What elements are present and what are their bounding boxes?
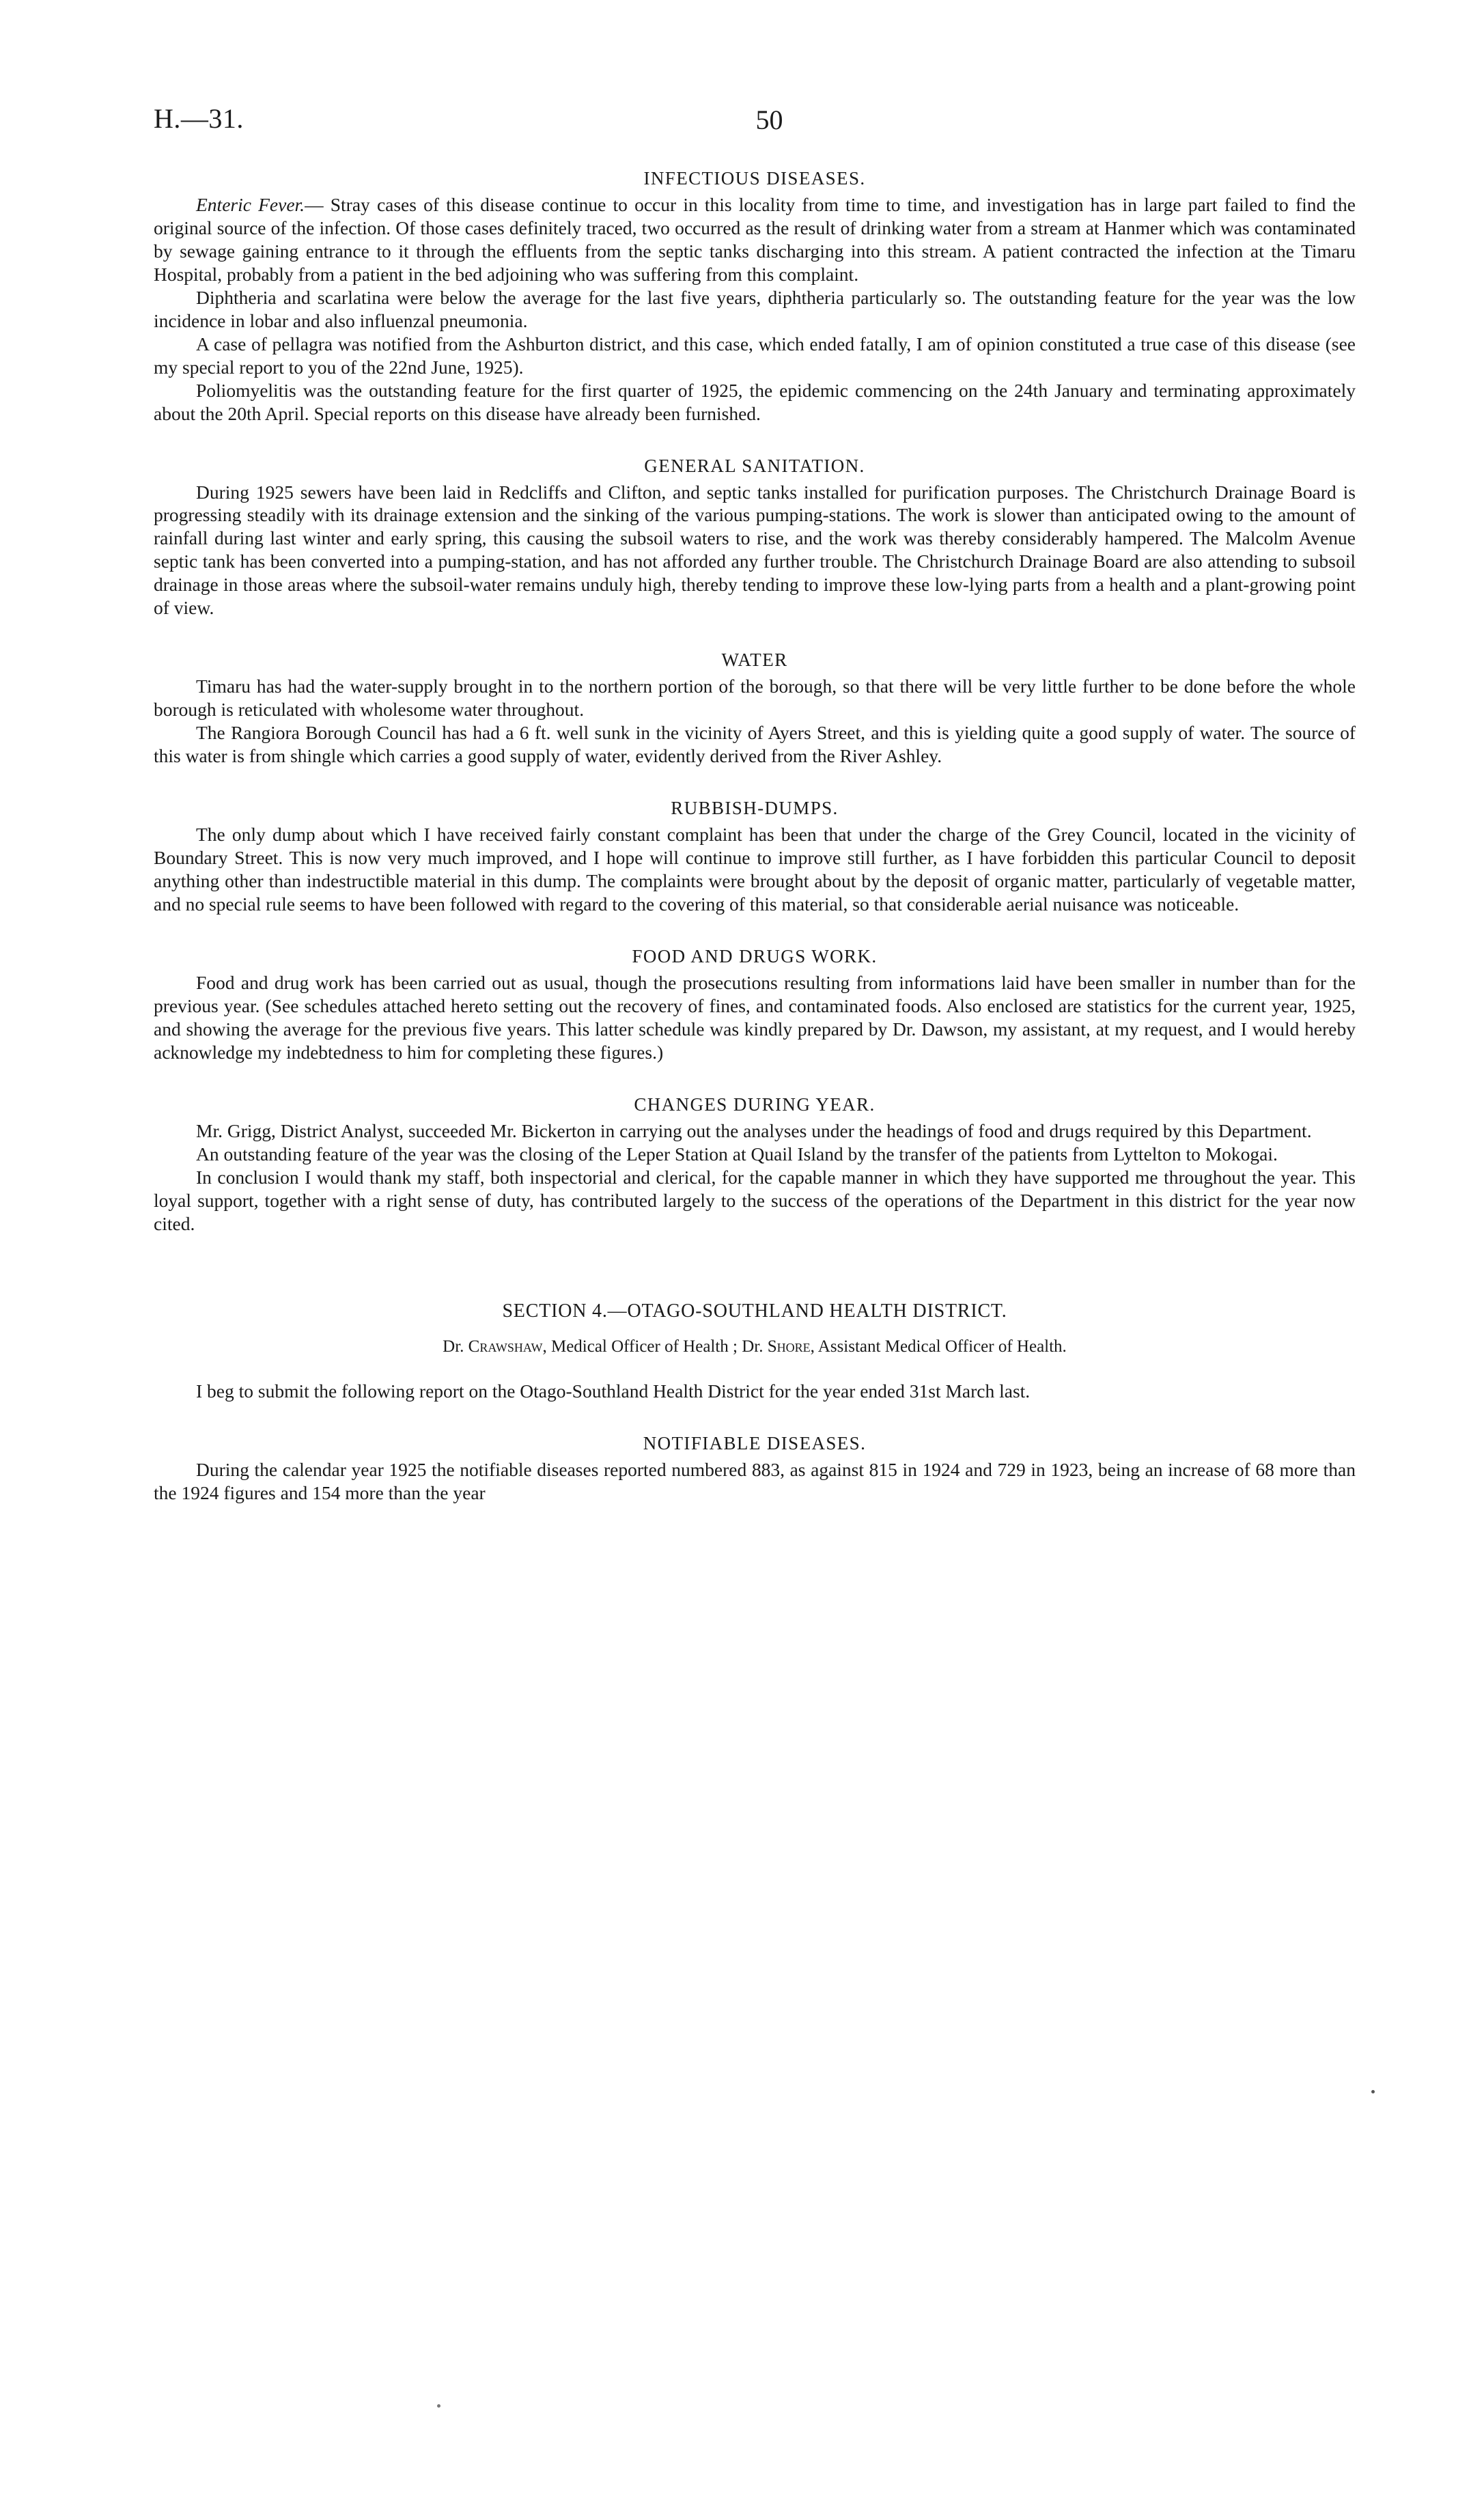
run-in-title-enteric-fever: Enteric Fever. [196, 194, 305, 215]
paragraph-water-rangiora: The Rangiora Borough Council has had a 6 ft. well sunk in the vicinity of Ayers Street, and this is yielding quite a good supply of water. The source of this water is from shingle which carries a good supply of water, evidently derived from the River Ashley. [154, 722, 1356, 767]
section4-title: SECTION 4.—OTAGO-SOUTHLAND HEALTH DISTRICT. [502, 1300, 1007, 1322]
paragraph-diphtheria: Diphtheria and scarlatina were below the average for the last five years, diphtheria particularly so. The outstanding feature for the year was the low incidence in lobar and also influenzal pneumonia. [154, 286, 1356, 331]
spacer [154, 1356, 1356, 1380]
paragraph-poliomyelitis: Poliomyelitis was the outstanding feature for the first quarter of 1925, the epidemic commencing on the 24th January and terminating approximately about the 20th April. Special reports on this disease have already been furnished. [154, 379, 1356, 424]
page-speck [1371, 2090, 1375, 2093]
paragraph-notifiable-diseases: During the calendar year 1925 the notifiable diseases reported numbered 883, as against 815 in 1924 and 729 in 1923, being an increase of 68 more than the 1924 figures and 154 more than the year [154, 1459, 1356, 1504]
paragraph-food-and-drugs-work: Food and drug work has been carried out as usual, though the prosecutions resulting from informations laid have been smaller in number than for the previous year. (See schedules attached hereto setting out the recovery of fines, and contaminated foods. Also enclosed are statistics for the current year, 1925, and showing the average for the previous five years. This latter schedule was kindly prepared by Dr. Dawson, my assistant, at my request, and I would hereby acknowledge my indebtedness to him for completing these figures.) [154, 971, 1356, 1063]
paragraph-general-sanitation: During 1925 sewers have been laid in Redcliffs and Clifton, and septic tanks installed for purification purposes. The Christchurch Drainage Board is progressing steadily with its drainage extension and the sinking of the various pumping-stations. The work is slower than anticipated owing to the amount of rainfall during last winter and early spring, this causing the subsoil waters to rise, and the work was thereby considerably hampered. The Malcolm Avenue septic tank has been converted into a pumping-station, and has not afforded any further trouble. The Christchurch Drainage Board are also attending to subsoil drainage in those areas where the subsoil-water remains unduly high, thereby tending to improve these low-lying parts from a health and a plant-growing point of view. [154, 481, 1356, 619]
heading-water: WATER [721, 650, 788, 671]
page-header [154, 102, 1358, 150]
heading-food-and-drugs-work: FOOD AND DRUGS WORK. [632, 945, 878, 966]
paragraph-changes-leper-station: An outstanding feature of the year was the closing of the Leper Station at Quail Island by the transfer of the patients from Lyttelton to Mokogai. [196, 1143, 1278, 1165]
paragraph-section4-intro: I beg to submit the following report on the Otago-Southland Health District for the year ended 31st March last. [196, 1380, 1031, 1402]
paragraph-changes-conclusion: In conclusion I would thank my staff, both inspectorial and clerical, for the capable manner in which they have supported me throughout the year. This loyal support, together with a right sense of duty, has contributed largely to the success of the operations of the Department in this district for the year now cited. [154, 1166, 1356, 1234]
document-body [154, 168, 1356, 1505]
paragraph-enteric-fever-text: — Stray cases of this disease continue to occur in this locality from time to time, and investigation has in large part failed to find the original source of the infection. Of those cases definitely traced, two occurred as the result of drinking water from a stream at Hanmer which was contaminated by sewage gaining entrance to it through the effluents from the septic tanks discharging into this stream. A patient contracted the infection at the Timaru Hospital, probably from a patient in the bed adjoining who was suffering from this complaint. [154, 194, 1356, 285]
paragraph-enteric-fever [154, 193, 1356, 286]
heading-rubbish-dumps: RUBBISH-DUMPS. [671, 798, 839, 819]
document-number: H.—31. [154, 103, 244, 134]
paragraph-changes-analyst: Mr. Grigg, District Analyst, succeeded Mr. Bickerton in carrying out the analyses under the headings of food and drugs required by this Department. [196, 1119, 1312, 1141]
paragraph-water-timaru: Timaru has had the water-supply brought in to the northern portion of the borough, so that there will be very little further to be done before the whole borough is reticulated with wholesome water throughout. [154, 676, 1356, 721]
officer-name-shore: Shore [767, 1337, 811, 1356]
page-speck-secondary [437, 2404, 440, 2408]
paragraph-rubbish-dumps: The only dump about which I have received fairly constant complaint has been that under the charge of the Grey Council, located in the vicinity of Boundary Street. This is now very much improved, and I hope will continue to improve still further, as I have forbidden this particular Council to deposit anything other than indestructible material in this dump. The complaints were brought about by the deposit of organic matter, particularly of vegetable matter, and no special rule seems to have been followed with regard to the covering of this material, so that considerable aerial nuisance was noticeable. [154, 824, 1356, 915]
paragraph-pellagra: A case of pellagra was notified from the Ashburton district, and this case, which ended fatally, I am of opinion constituted a true case of this disease (see my special report to you of the 22nd June, 1925). [154, 333, 1356, 378]
heading-general-sanitation: GENERAL SANITATION. [644, 455, 865, 476]
heading-notifiable-diseases: NOTIFIABLE DISEASES. [643, 1433, 867, 1454]
section4-officers: Dr. Crawshaw, Medical Officer of Health ; Dr. Shore, Assistant Medical Officer of Health. [443, 1337, 1067, 1356]
heading-changes-during-year: CHANGES DURING YEAR. [634, 1094, 876, 1115]
officer-name-crawshaw: Crawshaw [468, 1337, 543, 1356]
page-number: 50 [755, 105, 783, 135]
heading-infectious-diseases: INFECTIOUS DISEASES. [643, 168, 866, 189]
